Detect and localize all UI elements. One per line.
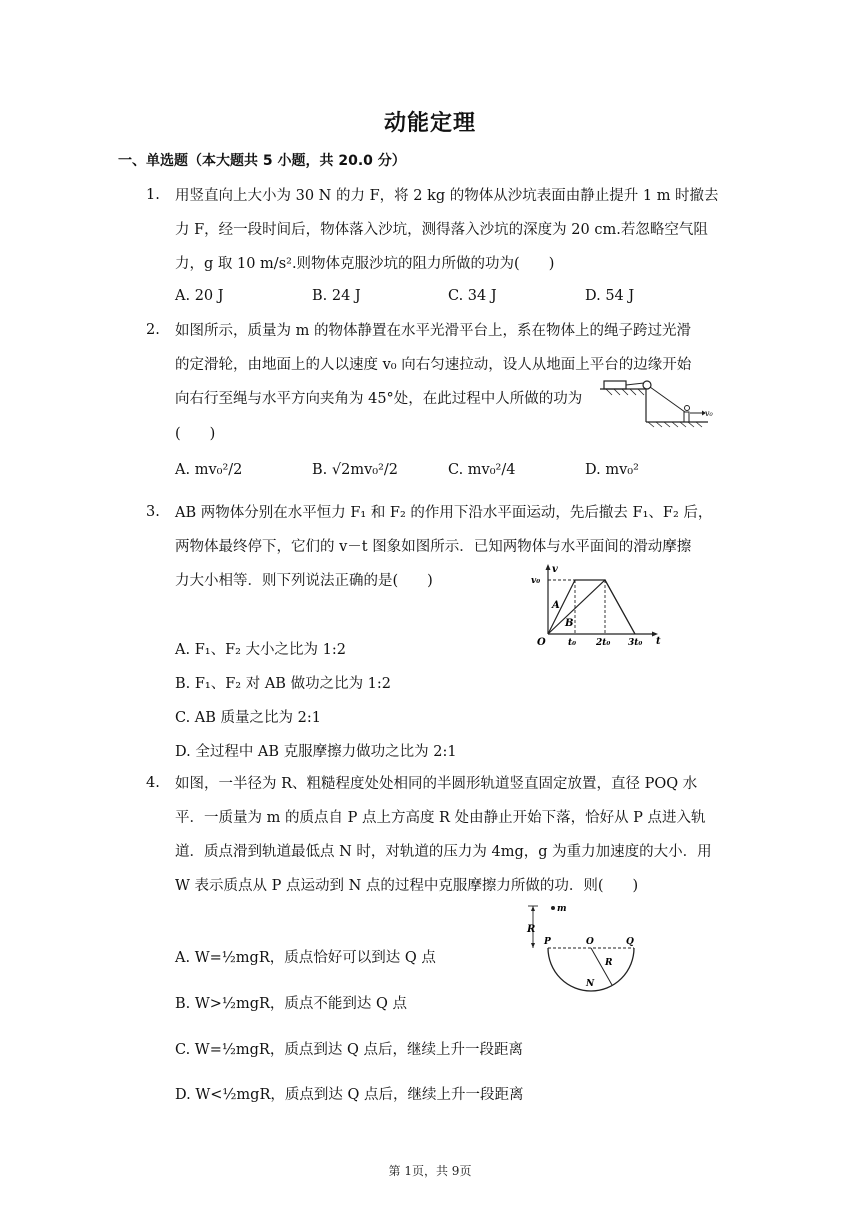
rope-slanted — [650, 387, 685, 412]
question-4-line-1: 如图，一半径为 R、粗糙程度处处相同的半圆形轨道竖直固定放置，直径 POQ 水 — [175, 776, 698, 792]
series-a — [548, 580, 635, 634]
question-1-line-2: 力 F，经一段时间后，物体落入沙坑，测得落入沙坑的深度为 20 cm.若忽略空气阻 — [175, 222, 708, 238]
question-1-option-d: D. 54 J — [585, 288, 635, 304]
question-3-line-2: 两物体最终停下，它们的 v－t 图象如图所示．已知两物体与水平面间的滑动摩擦 — [175, 539, 692, 555]
o-label: O — [586, 937, 594, 947]
section-heading: 一、单选题（本大题共 5 小题，共 20.0 分） — [118, 153, 406, 169]
question-3-option-c: C. AB 质量之比为 2:1 — [175, 710, 321, 726]
series-a-label: A — [552, 600, 560, 611]
question-4-line-2: 平．一质量为 m 的质点自 P 点上方高度 R 处由静止开始下落，恰好从 P 点进入轨 — [175, 810, 706, 826]
2t0-tick-label: 2t₀ — [596, 638, 611, 648]
pulley — [643, 381, 651, 389]
vt-graph — [528, 562, 670, 652]
question-3-option-b: B. F₁、F₂ 对 AB 做功之比为 1:2 — [175, 676, 392, 692]
semicircle-track-figure — [520, 898, 644, 994]
t-axis-label: t — [656, 636, 661, 647]
n-label: N — [586, 979, 595, 989]
mass-point — [551, 906, 555, 910]
question-1-line-3: 力，g 取 10 m/s².则物体克服沙坑的阻力所做的功为( ) — [175, 256, 555, 272]
t0-tick-label: t₀ — [568, 638, 577, 648]
question-2-number: 2. — [146, 322, 160, 338]
question-4-option-c: C. W=½mgR，质点到达 Q 点后，继续上升一段距离 — [175, 1042, 523, 1058]
3t0-tick-label: 3t₀ — [628, 638, 643, 648]
p-label: P — [544, 937, 551, 947]
question-2-option-b: B. √2mv₀²/2 — [312, 462, 399, 478]
question-4-option-d: D. W<½mgR，质点到达 Q 点后，继续上升一段距离 — [175, 1087, 524, 1103]
question-2-line-3: 向右行至绳与水平方向夹角为 45°处，在此过程中人所做的功为 — [175, 391, 583, 407]
pulley-figure — [598, 376, 718, 428]
question-2-line-4: ( ) — [175, 426, 216, 442]
question-2-option-c: C. mv₀²/4 — [448, 462, 516, 478]
question-1-option-c: C. 34 J — [448, 288, 497, 304]
person-head — [685, 406, 690, 411]
origin-label: O — [537, 637, 546, 648]
question-1-option-a: A. 20 J — [175, 288, 224, 304]
question-1-option-b: B. 24 J — [312, 288, 361, 304]
page-footer: 第 1页，共 9页 — [388, 1164, 472, 1178]
question-3-line-1: AB 两物体分别在水平恒力 F₁ 和 F₂ 的作用下沿水平面运动，先后撤去 F₁、F₂ 后， — [175, 505, 713, 521]
question-2-option-a: A. mv₀²/2 — [175, 462, 243, 478]
height-label: R — [527, 924, 536, 935]
rope-horizontal — [626, 383, 644, 385]
series-b-label: B — [565, 618, 574, 629]
q-label: Q — [626, 937, 634, 947]
question-1-line-1: 用竖直向上大小为 30 N 的力 F，将 2 kg 的物体从沙坑表面由静止提升 1 m 时撤去 — [175, 188, 719, 204]
question-3-line-3: 力大小相等．则下列说法正确的是( ) — [175, 573, 433, 589]
question-3-option-d: D. 全过程中 AB 克服摩擦力做功之比为 2:1 — [175, 744, 457, 760]
question-1-number: 1. — [146, 187, 160, 203]
v0-tick-label: v₀ — [531, 576, 541, 586]
platform-block — [604, 381, 626, 389]
question-3-number: 3. — [146, 504, 160, 520]
question-2-line-1: 如图所示，质量为 m 的物体静置在水平光滑平台上，系在物体上的绳子跨过光滑 — [175, 323, 691, 339]
question-4-line-3: 道．质点滑到轨道最低点 N 时，对轨道的压力为 4mg，g 为重力加速度的大小．用 — [175, 844, 712, 860]
question-4-number: 4. — [146, 775, 160, 791]
page-title: 动能定理 — [383, 111, 476, 136]
question-2-line-2: 的定滑轮，由地面上的人以速度 v₀ 向右匀速拉动，设人从地面上平台的边缘开始 — [175, 357, 692, 373]
question-3-option-a: A. F₁、F₂ 大小之比为 1:2 — [175, 642, 346, 658]
question-4-line-4: W 表示质点从 P 点运动到 N 点的过程中克服摩擦力所做的功．则( ) — [175, 878, 639, 894]
question-2-option-d: D. mv₀² — [585, 462, 639, 478]
question-4-option-a: A. W=½mgR，质点恰好可以到达 Q 点 — [175, 950, 436, 966]
mass-label: m — [557, 904, 567, 914]
velocity-label: v₀ — [705, 409, 713, 418]
person-body — [684, 412, 689, 422]
radius-label: R — [605, 958, 613, 968]
question-4-option-b: B. W>½mgR，质点不能到达 Q 点 — [175, 996, 408, 1012]
v-axis-label: v — [552, 564, 558, 575]
